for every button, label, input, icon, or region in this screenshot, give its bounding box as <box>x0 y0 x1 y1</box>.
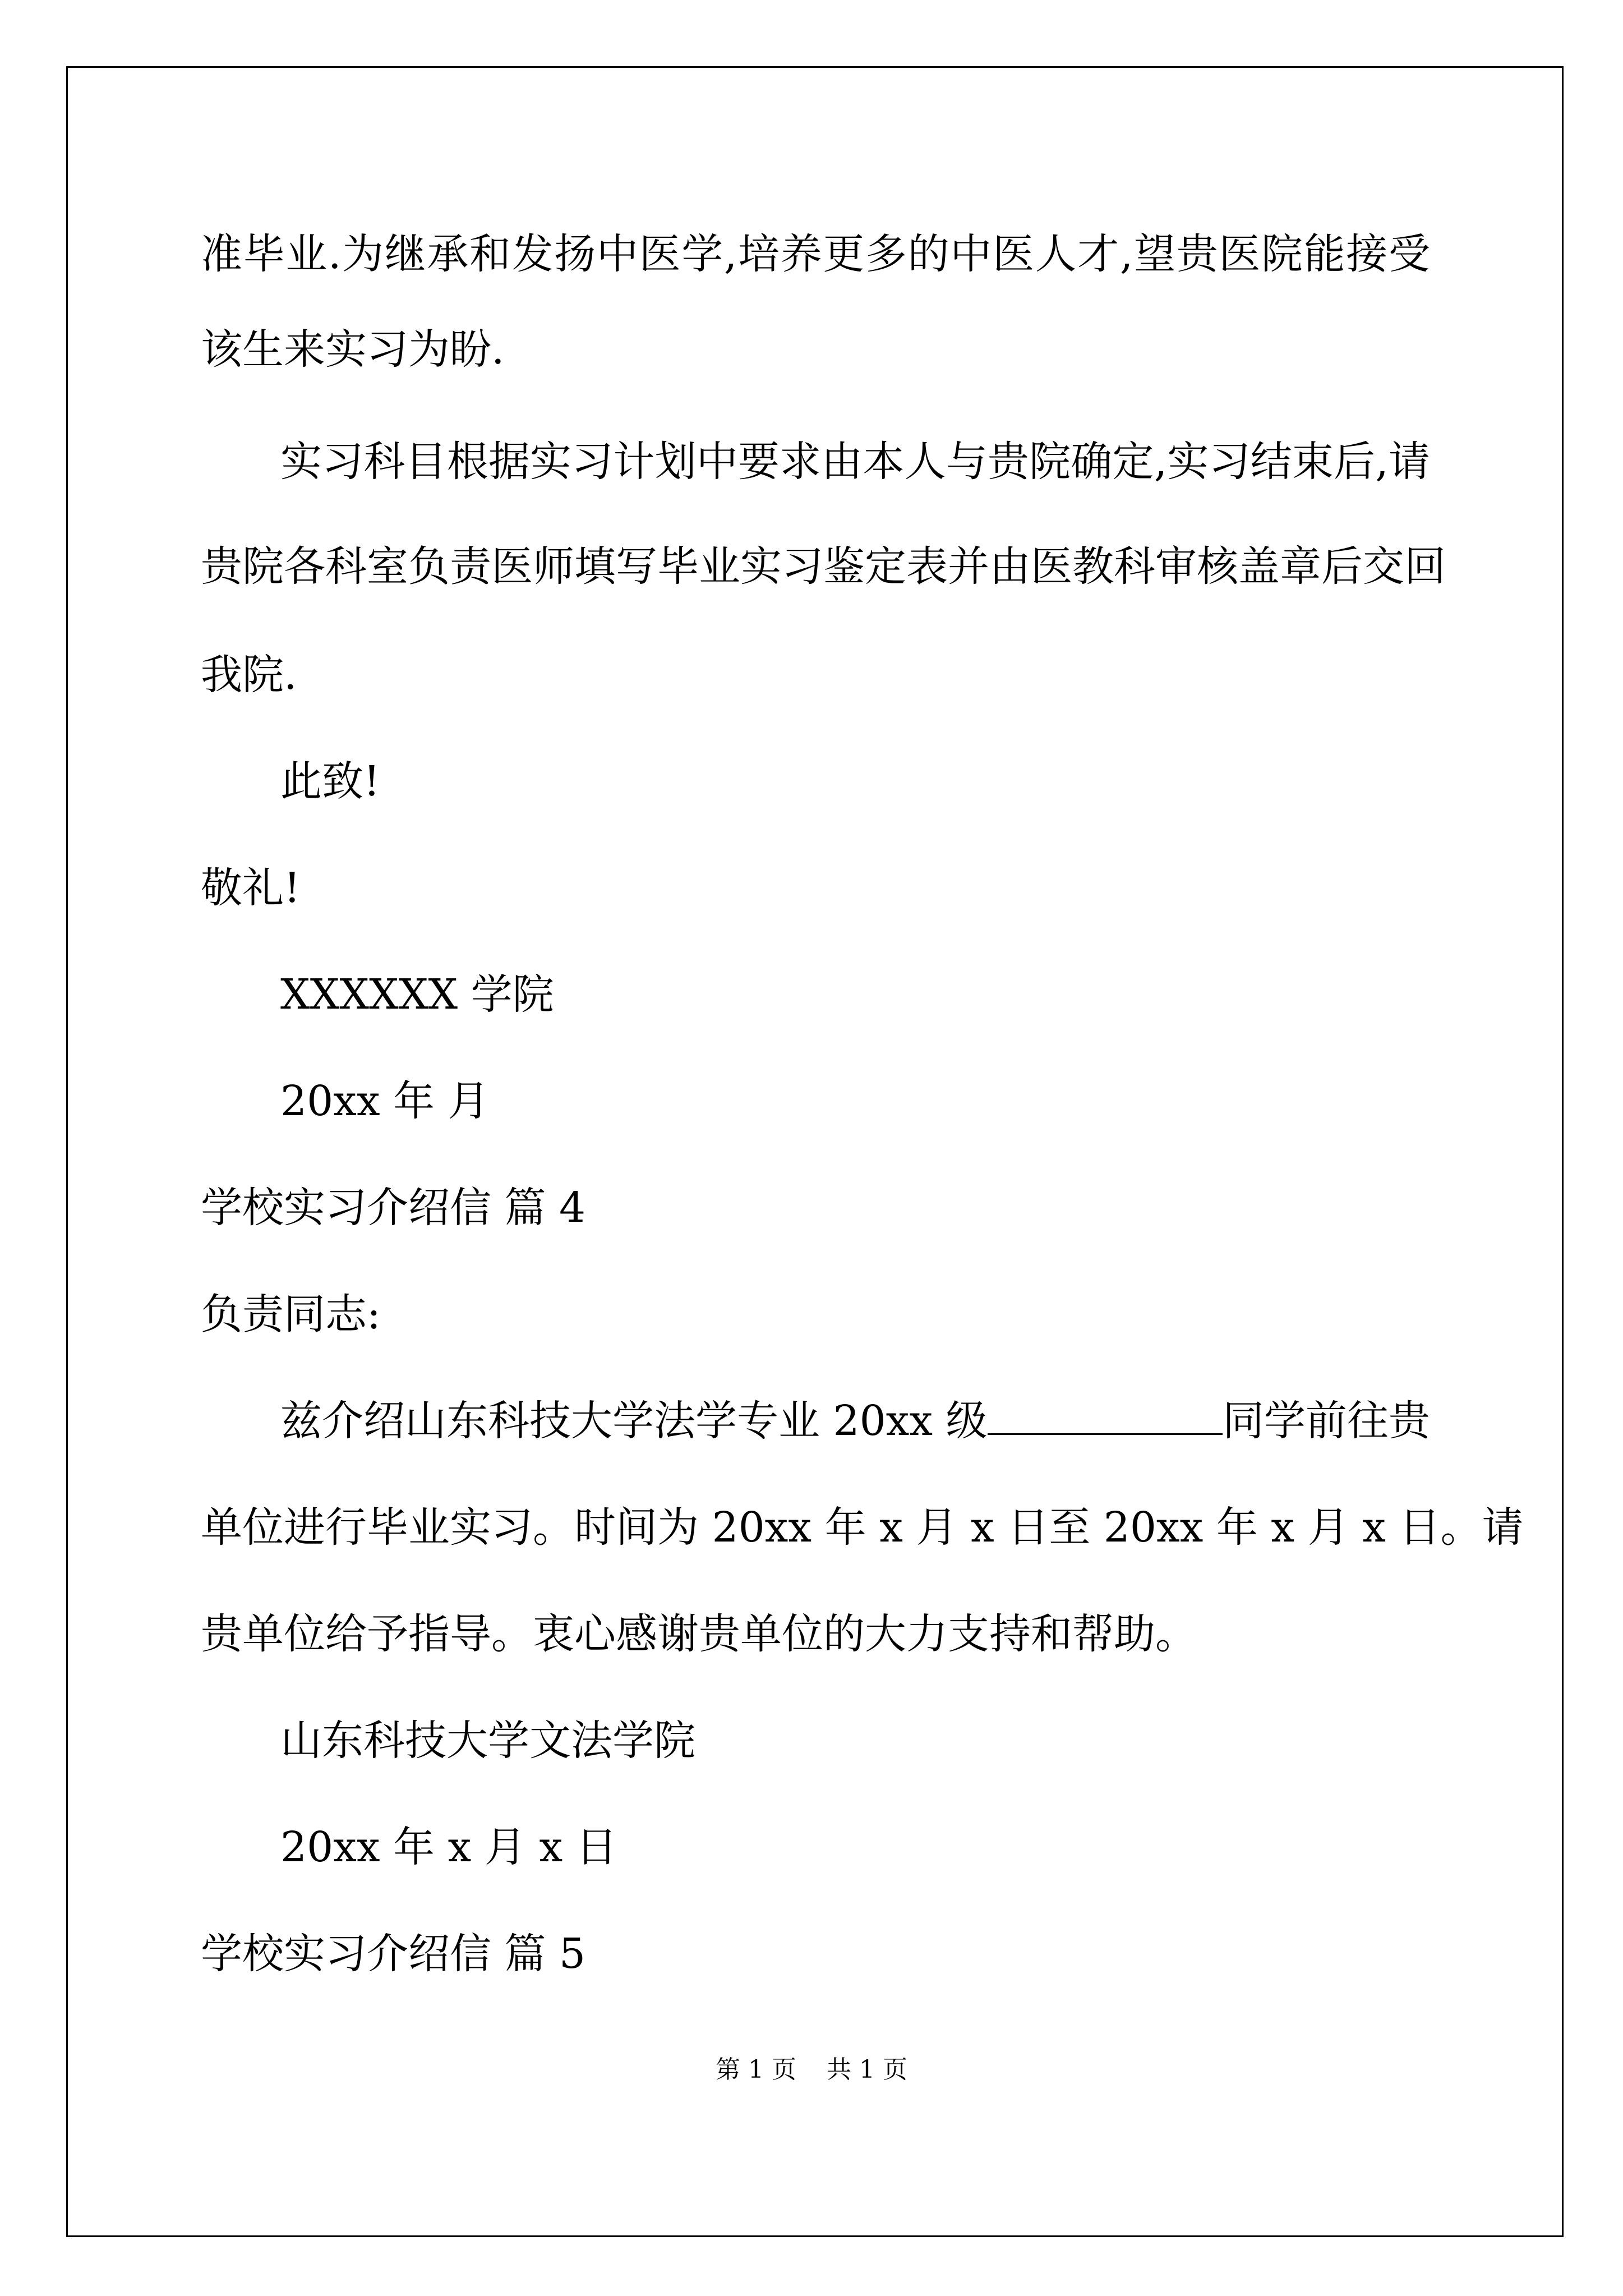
paragraph-text: 同学前往贵 <box>1223 1397 1430 1445</box>
paragraph-line: 贵院各科室负责医师填写毕业实习鉴定表并由医教科审核盖章后交回 <box>201 542 1446 591</box>
greeting-text: 负责同志: <box>201 1290 381 1338</box>
signature-organization: XXXXXX 学院 <box>280 970 554 1019</box>
paragraph-text: 兹介绍山东科技大学法学专业 20xx 级 <box>280 1397 988 1445</box>
section-heading: 学校实习介绍信 篇 5 <box>201 1930 586 1978</box>
signature-organization: 山东科技大学文法学院 <box>280 1717 695 1765</box>
page-footer <box>0 2053 1623 2087</box>
section-heading: 学校实习介绍信 篇 4 <box>201 1184 586 1232</box>
paragraph-line <box>280 1390 1430 1452</box>
total-pages: 共 1 页 <box>827 2055 907 2084</box>
paragraph-line: 实习科目根据实习计划中要求由本人与贵院确定,实习结束后,请 <box>280 438 1430 486</box>
paragraph-line: 贵单位给予指导。衷心感谢贵单位的大力支持和帮助。 <box>201 1610 1197 1658</box>
paragraph-line: 我院. <box>201 651 297 699</box>
paragraph-line: 该生来实习为盼. <box>201 325 505 374</box>
signature-date: 20xx 年 x 月 x 日 <box>280 1823 617 1871</box>
page-number: 第 1 页 <box>716 2055 796 2084</box>
paragraph-line: 准毕业.为继承和发扬中医学,培养更多的中医人才,望贵医院能接受 <box>201 230 1430 278</box>
signature-date: 20xx 年 月 <box>280 1077 490 1125</box>
name-blank-line <box>988 1397 1223 1435</box>
paragraph-line: 单位进行毕业实习。时间为 20xx 年 x 月 x 日至 20xx 年 x 月 x 日。请 <box>201 1503 1524 1552</box>
salutation-text: 敬礼! <box>201 864 301 912</box>
page-frame <box>66 66 1564 2237</box>
closing-text: 此致! <box>280 757 380 806</box>
